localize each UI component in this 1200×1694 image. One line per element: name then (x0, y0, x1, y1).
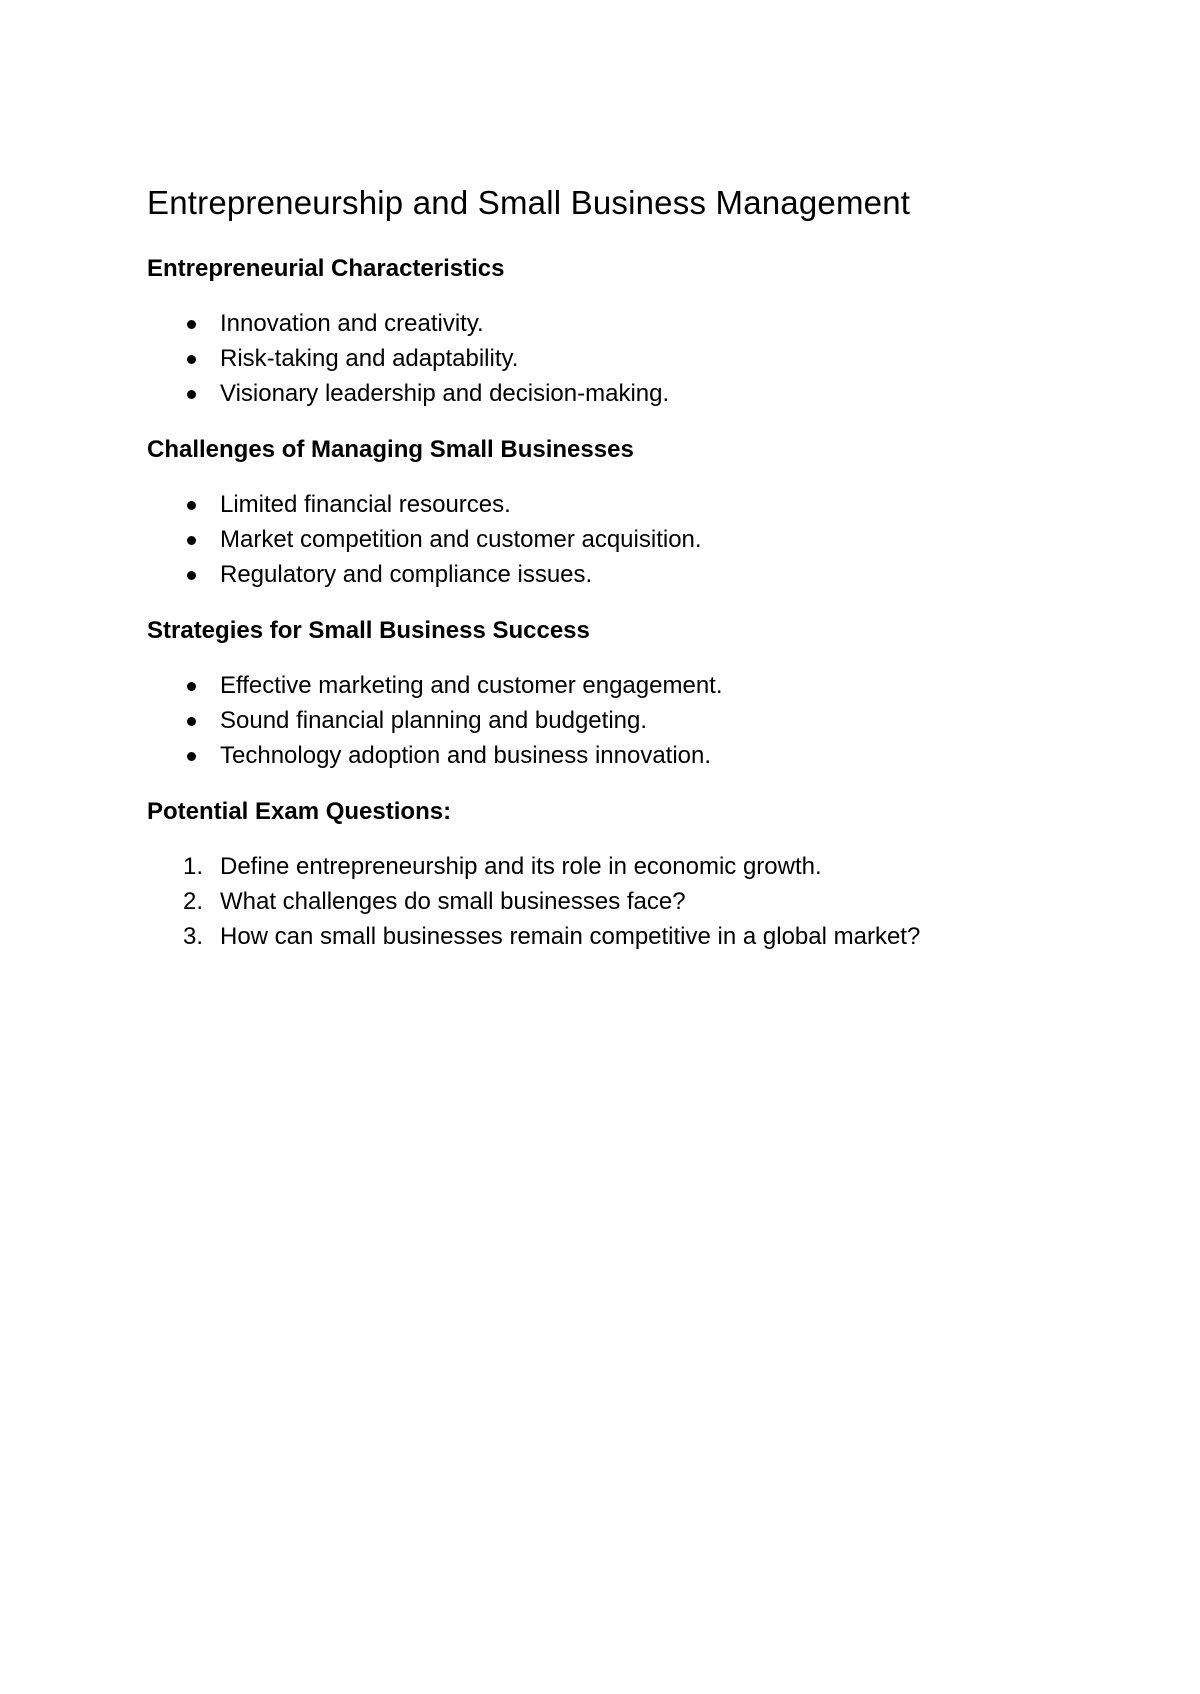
bullet-icon (187, 501, 196, 510)
bullet-icon (187, 752, 196, 761)
list-item (147, 557, 1107, 592)
bullet-icon (187, 355, 196, 364)
section-strategies (147, 614, 1107, 773)
bullet-icon (187, 682, 196, 691)
section-heading: Challenges of Managing Small Businesses (147, 436, 634, 463)
list-item (147, 376, 1107, 411)
list-item-text: How can small businesses remain competitive in a global market? (220, 923, 921, 950)
list-item-text: Innovation and creativity. (220, 310, 484, 337)
list-item (147, 738, 1107, 773)
list-item-text: Regulatory and compliance issues. (220, 561, 593, 588)
bullet-list (147, 306, 1107, 411)
section-exam-questions (147, 795, 1107, 954)
list-item-text: What challenges do small businesses face? (220, 888, 686, 915)
list-item (147, 668, 1107, 703)
list-item (147, 341, 1107, 376)
bullet-icon (187, 571, 196, 580)
list-item (147, 522, 1107, 557)
list-item-text: Risk-taking and adaptability. (220, 345, 519, 372)
document-title: Entrepreneurship and Small Business Management (147, 184, 911, 221)
list-number: 2. (183, 888, 204, 915)
list-item-text: Sound financial planning and budgeting. (220, 707, 648, 734)
section-heading: Entrepreneurial Characteristics (147, 255, 505, 282)
list-item-text: Define entrepreneurship and its role in economic growth. (220, 853, 822, 880)
list-item-text: Visionary leadership and decision-making. (220, 380, 670, 407)
bullet-icon (187, 717, 196, 726)
bullet-icon (187, 536, 196, 545)
list-item-text: Effective marketing and customer engagement. (220, 672, 723, 699)
list-item (147, 849, 1107, 884)
list-item (147, 919, 1107, 954)
list-item (147, 884, 1107, 919)
section-heading: Potential Exam Questions: (147, 798, 452, 825)
section-challenges (147, 433, 1107, 592)
list-item-text: Technology adoption and business innovation. (220, 742, 712, 769)
section-entrepreneurial-characteristics (147, 252, 1107, 411)
document-page (147, 178, 1107, 954)
bullet-icon (187, 390, 196, 399)
list-item (147, 306, 1107, 341)
list-number: 3. (183, 923, 204, 950)
bullet-list (147, 487, 1107, 592)
list-number: 1. (183, 853, 204, 880)
section-heading: Strategies for Small Business Success (147, 617, 590, 644)
list-item (147, 487, 1107, 522)
numbered-list (147, 849, 1107, 954)
list-item-text: Market competition and customer acquisition. (220, 526, 702, 553)
bullet-list (147, 668, 1107, 773)
list-item (147, 703, 1107, 738)
bullet-icon (187, 320, 196, 329)
list-item-text: Limited financial resources. (220, 491, 511, 518)
